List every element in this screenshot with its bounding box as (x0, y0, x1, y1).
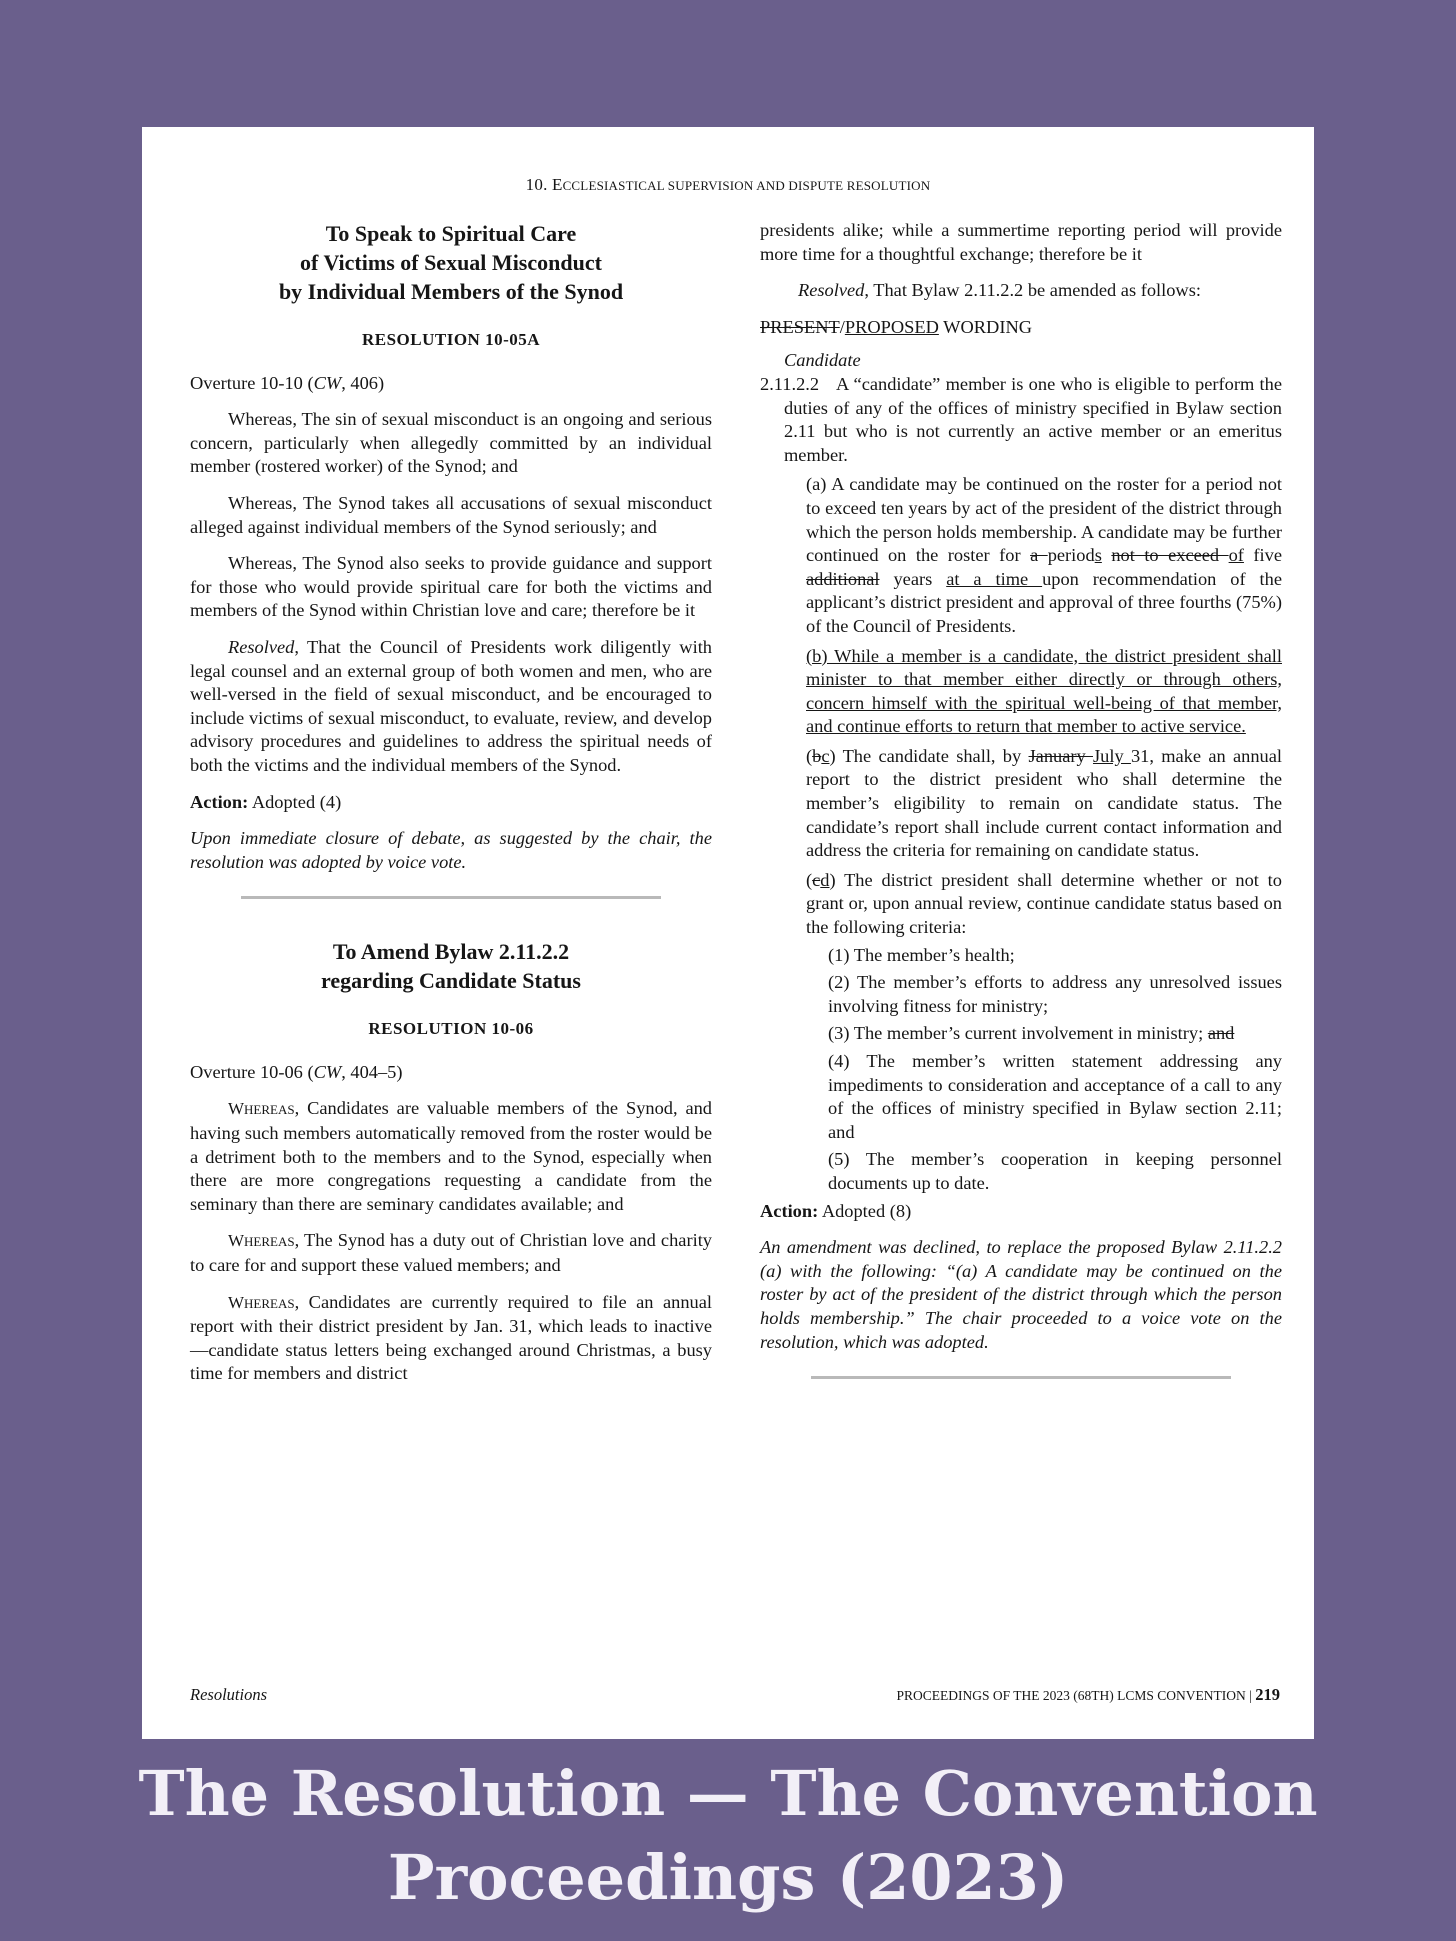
action-note: Upon immediate closure of debate, as suggested by the chair, the resolution was adopted by voice vote. (190, 828, 712, 872)
action-line: Action: Adopted (4) (190, 791, 342, 812)
bylaw-subsection-b: (b) While a member is a candidate, the district president shall minister to that member either directly or through others, concern himself with the spiritual well-being of that member, and continue efforts to return that member to active service. (806, 645, 1282, 737)
criteria-item: (5) The member’s cooperation in keeping personnel documents up to date. (828, 1149, 1282, 1193)
bylaw-subsection-a: (a) A candidate may be continued on the roster for a period not to exceed ten years by act of the president of the district through which the person holds membership. A candidate may be further continued on the roster for a periods not to exceed of five additional years at a time upon recommendation of the applicant’s district president and approval of three fourths (75%) of the Council of Presidents. (806, 474, 1283, 636)
whereas-paragraph: Whereas, The sin of sexual misconduct is an ongoing and serious concern, particularly when allegedly committed by an individual member (rostered worker) of the Synod; and (190, 409, 712, 477)
criteria-item: (1) The member’s health; (828, 944, 1015, 965)
overture-ref: Overture 10-10 (CW, 406) (190, 372, 385, 393)
section-divider (241, 896, 661, 899)
whereas-paragraph: WHEREAS, Candidates are valuable members of the Synod, and having such members automatically removed from the roster would be a detriment both to the members and to the Synod, especially when there are more congregations requesting a candidate from the seminary than there are seminary candidates available; and (190, 1098, 712, 1214)
resolution-title: To Speak to Spiritual Care of Victims of Sexual Misconduct by Individual Members of the Synod (278, 221, 624, 304)
resolution-number: RESOLUTION 10-06 (368, 1019, 534, 1039)
page-number: 219 (1255, 1685, 1280, 1704)
left-column (190, 219, 712, 1386)
overture-ref: Overture 10-06 (CW, 404–5) (190, 1061, 403, 1082)
whereas-paragraph: Whereas, The Synod also seeks to provide guidance and support for those who would provide spiritual care for both the victims and members of the Synod within Christian love and care; therefore be it (190, 553, 712, 621)
criteria-item: (4) The member’s written statement addressing any impediments to consideration and acceptance of a call to any of the offices of ministry specified in Bylaw section 2.11; and (828, 1051, 1282, 1142)
caption-banner: The Resolution — The Convention Proceedings (2023) (138, 1757, 1318, 1914)
whereas-paragraph: Whereas, The Synod takes all accusations of sexual misconduct alleged against individual members of the Synod seriously; and (190, 492, 712, 537)
running-head: 10. ECCLESIASTICAL SUPERVISION AND DISPUTE RESOLUTION (525, 175, 931, 194)
action-line: Action: Adopted (8) (760, 1200, 912, 1221)
bylaw-heading: Candidate (784, 350, 861, 371)
bylaw-definition: 2.11.2.2 A “candidate” member is one who is eligible to perform the duties of any of the offices of ministry specified in Bylaw section 2.11 but who is not currently an active member or an emeritus member. (760, 373, 1282, 465)
footer-section-name: Resolutions (190, 1685, 267, 1704)
criteria-item: (3) The member’s current involvement in ministry; and (828, 1023, 1235, 1044)
wording-label: PRESENT/PROPOSED WORDING (760, 316, 1033, 337)
footer-publication: PROCEEDINGS OF THE 2023 (68TH) LCMS CONVENTION | 219 (896, 1685, 1280, 1704)
resolved-paragraph: Resolved, That Bylaw 2.11.2.2 be amended as follows: (798, 280, 1201, 301)
bylaw-subsection-c: (bc) The candidate shall, by January July 31, make an annual report to the district president who shall determine the member’s eligibility to remain on candidate status. The candidate’s report shall include current contact information and address the criteria for remaining on candidate status. (806, 745, 1282, 861)
section-divider (811, 1376, 1231, 1379)
document-page (142, 127, 1314, 1739)
right-column (760, 219, 1282, 1379)
bylaw-subsection-d: (cd) The district president shall determine whether or not to grant or, upon annual review, continue candidate status based on the following criteria: (806, 869, 1282, 938)
continuation-paragraph: presidents alike; while a summertime reporting period will provide more time for a thoughtful exchange; therefore be it (760, 220, 1282, 264)
resolved-paragraph: Resolved, That the Council of Presidents work diligently with legal counsel and an external group of both women and men, who are well-versed in the field of sexual misconduct, and be encouraged to include victims of sexual misconduct, to evaluate, review, and develop advisory procedures and guidelines to address the spiritual needs of both the victims and the individual members of the Synod. (190, 636, 712, 775)
criteria-item: (2) The member’s efforts to address any unresolved issues involving fitness for ministry; (828, 972, 1282, 1016)
resolution-title: To Amend Bylaw 2.11.2.2 regarding Candidate Status (321, 939, 581, 994)
whereas-paragraph: WHEREAS, Candidates are currently required to file an annual report with their district president by Jan. 31, which leads to inactive—candidate status letters being exchanged around Christmas, a busy time for members and district (190, 1291, 712, 1384)
whereas-paragraph: WHEREAS, The Synod has a duty out of Christian love and charity to care for and support these valued members; and (190, 1230, 712, 1276)
resolution-number: RESOLUTION 10-05A (361, 330, 541, 349)
action-note: An amendment was declined, to replace the proposed Bylaw 2.11.2.2 (a) with the following: “(a) A candidate may be continued on the roster by act of the president of the district through which the person holds membership.” The chair proceeded to a voice vote on the resolution, which was adopted. (760, 1237, 1282, 1352)
